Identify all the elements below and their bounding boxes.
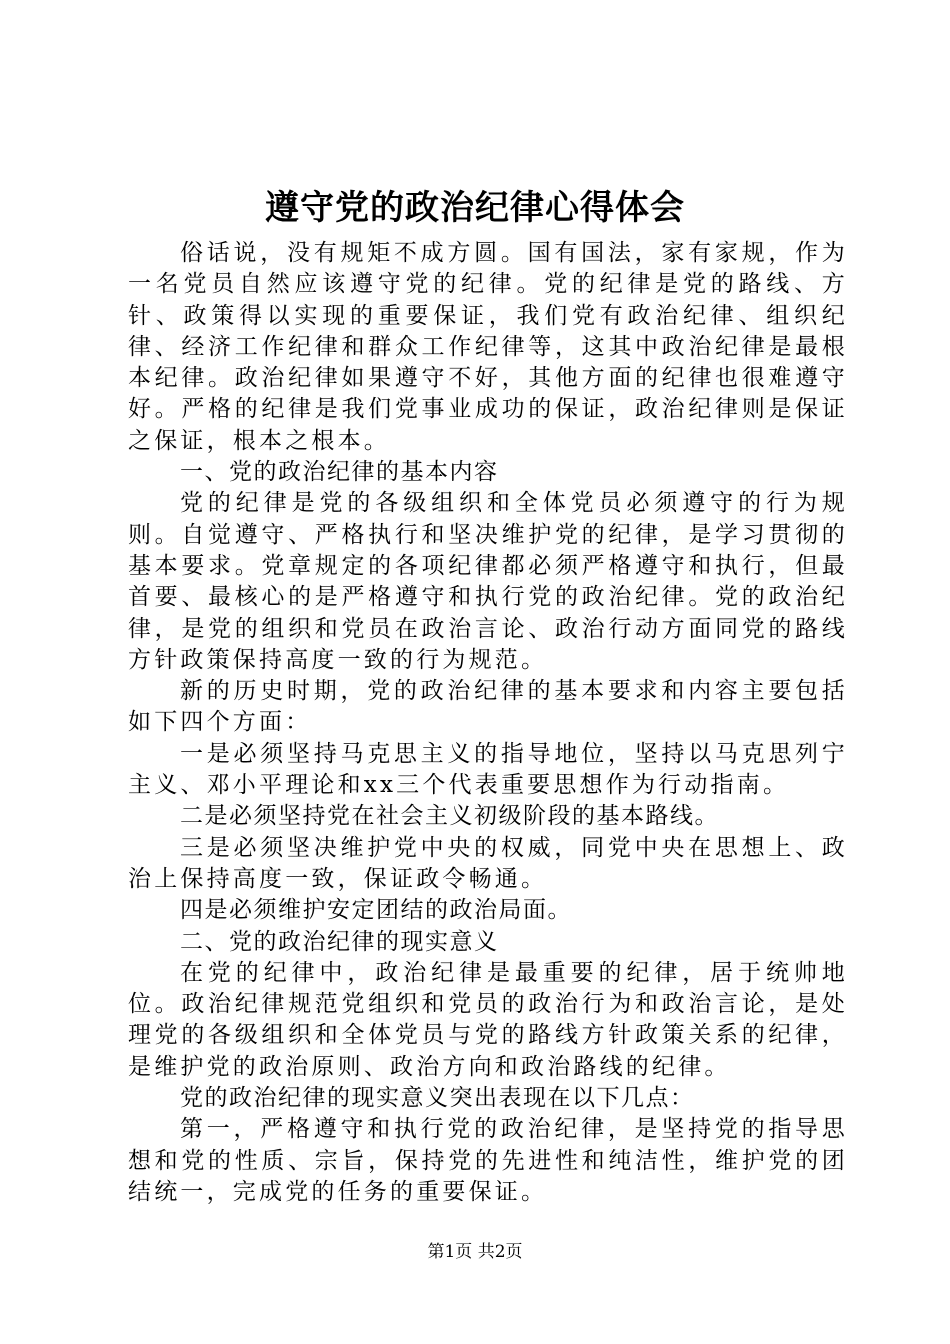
document-body (128, 238, 848, 1208)
paragraph-point-3: 三是必须坚决维护党中央的权威，同党中央在思想上、政治上保持高度一致，保证政令畅通。 (128, 834, 848, 892)
paragraph-significance: 在党的纪律中，政治纪律是最重要的纪律，居于统帅地位。政治纪律规范党组织和党员的政治行为和政治言论，是处理党的各级组织和全体党员与党的路线方针政策关系的纪律，是维护党的政治原则、政治方向和政治路线的纪律。 (128, 959, 848, 1080)
paragraph-basic-content: 党的纪律是党的各级组织和全体党员必须遵守的行为规则。自觉遵守、严格执行和坚决维护党的纪律，是学习贯彻的基本要求。党章规定的各项纪律都必须严格遵守和执行，但最首要、最核心的是严格遵守和执行党的政治纪律。党的政治纪律，是党的组织和党员在政治言论、政治行动方面同党的路线方针政策保持高度一致的行为规范。 (128, 490, 848, 673)
paragraph-four-aspects: 新的历史时期，党的政治纪律的基本要求和内容主要包括如下四个方面： (128, 678, 848, 736)
section-heading-2: 二、党的政治纪律的现实意义 (180, 928, 499, 955)
page-footer: 第1页 共2页 (427, 1242, 523, 1262)
paragraph-significance-intro: 党的政治纪律的现实意义突出表现在以下几点： (180, 1085, 695, 1112)
paragraph-point-1: 一是必须坚持马克思主义的指导地位，坚持以马克思列宁主义、邓小平理论和xx三个代表重要思想作为行动指南。 (128, 740, 848, 799)
paragraph-first-point: 第一，严格遵守和执行党的政治纪律，是坚持党的指导思想和党的性质、宗旨，保持党的先进性和纯洁性，维护党的团结统一，完成党的任务的重要保证。 (128, 1116, 848, 1205)
paragraph-point-2: 二是必须坚持党在社会主义初级阶段的基本路线。 (180, 803, 719, 830)
paragraph-intro: 俗话说，没有规矩不成方圆。国有国法，家有家规，作为一名党员自然应该遵守党的纪律。党的纪律是党的路线、方针、政策得以实现的重要保证，我们党有政治纪律、组织纪律、经济工作纪律和群众工作纪律等，这其中政治纪律是最根本纪律。政治纪律如果遵守不好，其他方面的纪律也很难遵守好。严格的纪律是我们党事业成功的保证，政治纪律则是保证之保证，根本之根本。 (128, 240, 848, 454)
paragraph-point-4: 四是必须维护安定团结的政治局面。 (180, 897, 572, 924)
document-title: 遵守党的政治纪律心得体会 (265, 188, 685, 228)
section-heading-1: 一、党的政治纪律的基本内容 (180, 459, 499, 486)
